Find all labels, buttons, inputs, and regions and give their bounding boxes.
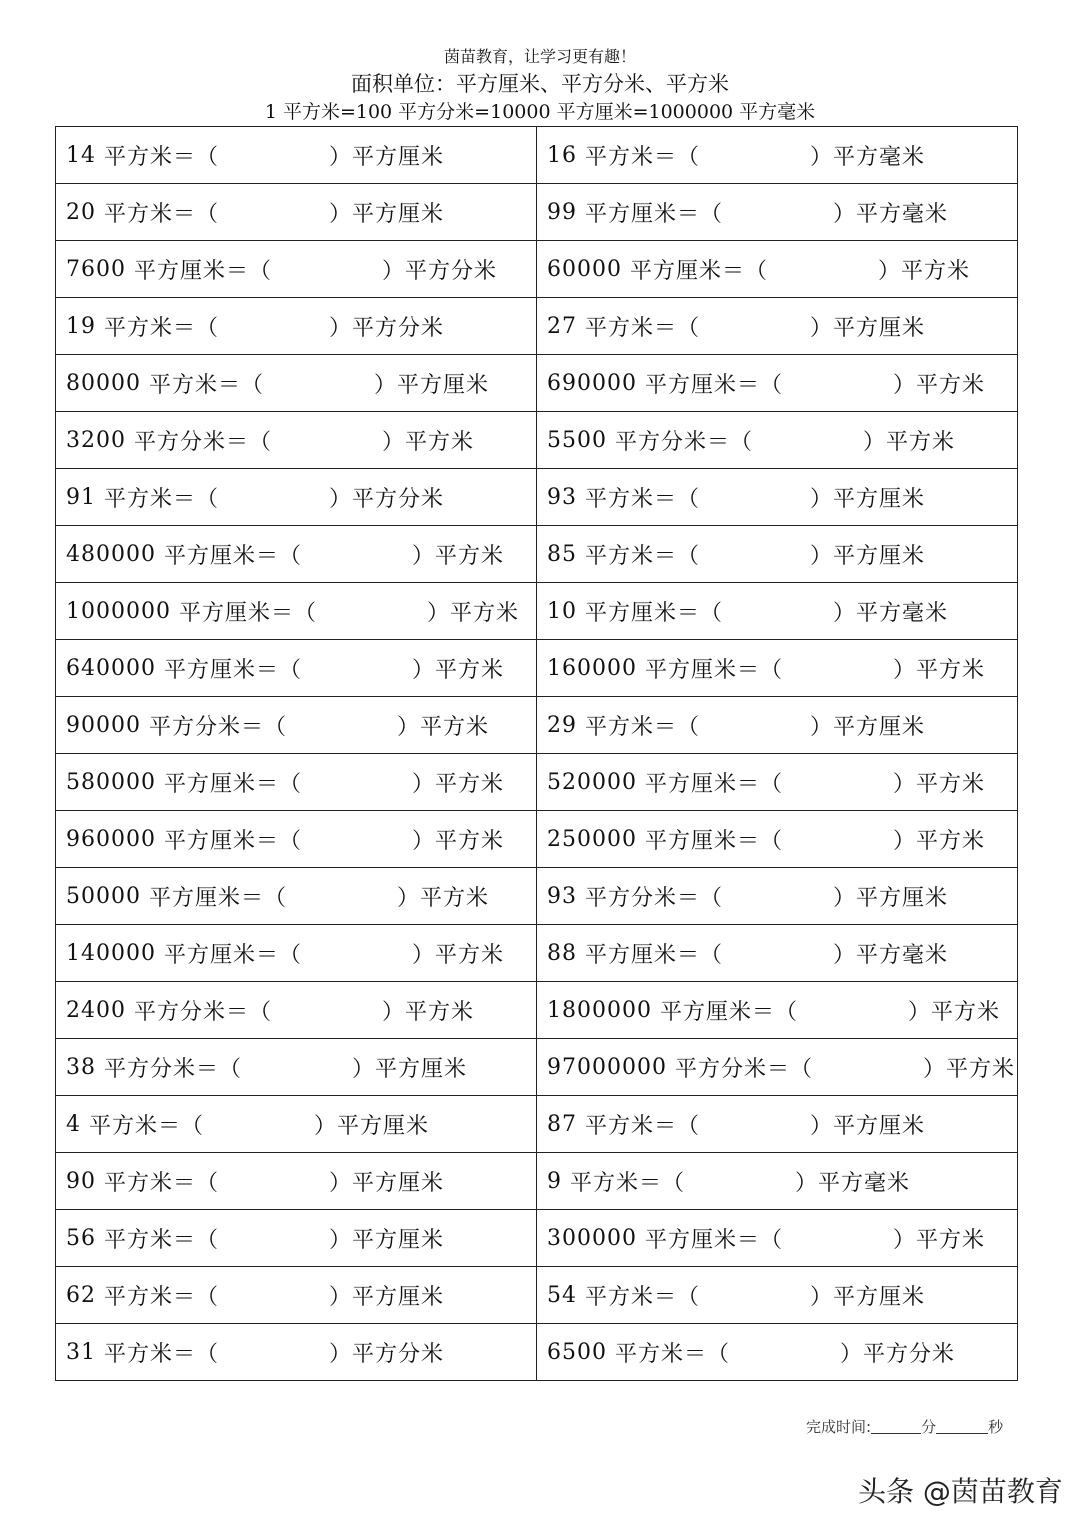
table-row <box>56 184 1018 241</box>
question-from-unit: 平方厘米＝（ <box>644 828 783 854</box>
table-row <box>56 412 1018 469</box>
question-cell <box>56 412 537 469</box>
table-row <box>56 526 1018 583</box>
question-cell <box>537 811 1018 868</box>
question-to-unit: ）平方厘米 <box>329 1284 445 1310</box>
question-to-unit: ）平方厘米 <box>810 315 926 341</box>
question-to-unit: ）平方米 <box>412 771 505 797</box>
question-to-unit: ）平方米 <box>412 942 505 968</box>
question-from-unit: 平方米＝（ <box>89 1113 205 1139</box>
question <box>56 982 536 1038</box>
question-number: 85 <box>547 541 577 567</box>
question-number: 38 <box>66 1054 96 1080</box>
question <box>56 127 536 183</box>
question <box>56 868 536 924</box>
question-from-unit: 平方米＝（ <box>585 543 701 569</box>
seconds-blank[interactable] <box>936 1419 988 1434</box>
question-to-unit: ）平方米 <box>863 429 956 455</box>
question-from-unit: 平方米＝（ <box>585 486 701 512</box>
table-row <box>56 1096 1018 1153</box>
question-cell <box>56 754 537 811</box>
table-row <box>56 925 1018 982</box>
question-cell <box>537 1210 1018 1267</box>
question-cell <box>56 1324 537 1381</box>
question-to-unit: ）平方米 <box>382 999 475 1025</box>
question-number: 62 <box>66 1282 96 1308</box>
question <box>56 811 536 867</box>
question-cell <box>56 583 537 640</box>
question-from-unit: 平方米＝（ <box>104 1284 220 1310</box>
question <box>537 412 1017 468</box>
question-to-unit: ）平方厘米 <box>329 144 445 170</box>
question <box>56 1210 536 1266</box>
question-to-unit: ）平方米 <box>923 1056 1016 1082</box>
question-from-unit: 平方米＝（ <box>585 714 701 740</box>
question-from-unit: 平方米＝（ <box>585 144 701 170</box>
question-to-unit: ）平方厘米 <box>810 714 926 740</box>
question-to-unit: ）平方米 <box>382 429 475 455</box>
question-number: 9 <box>547 1168 562 1194</box>
table-row <box>56 1324 1018 1381</box>
question-to-unit: ）平方米 <box>412 543 505 569</box>
question-from-unit: 平方米＝（ <box>104 201 220 227</box>
question-from-unit: 平方厘米＝（ <box>644 657 783 683</box>
question <box>537 1210 1017 1266</box>
question <box>537 526 1017 582</box>
question-number: 690000 <box>547 370 637 396</box>
question-number: 93 <box>547 883 577 909</box>
question-number: 80000 <box>66 370 141 396</box>
question-from-unit: 平方米＝（ <box>104 1170 220 1196</box>
question-to-unit: ）平方厘米 <box>810 1284 926 1310</box>
question <box>56 1039 536 1095</box>
question-cell <box>56 1210 537 1267</box>
question-number: 19 <box>66 313 96 339</box>
question-cell <box>537 583 1018 640</box>
question-to-unit: ）平方毫米 <box>810 144 926 170</box>
question <box>537 355 1017 411</box>
exercise-table <box>55 126 1018 1381</box>
question <box>56 412 536 468</box>
question-from-unit: 平方分米＝（ <box>134 999 273 1025</box>
question-cell <box>537 640 1018 697</box>
question <box>56 526 536 582</box>
question-from-unit: 平方厘米＝（ <box>163 828 302 854</box>
question-cell <box>537 754 1018 811</box>
table-row <box>56 1267 1018 1324</box>
question-number: 91 <box>66 484 96 510</box>
question-to-unit: ）平方分米 <box>840 1341 956 1367</box>
question-number: 160000 <box>547 655 637 681</box>
question-cell <box>537 1039 1018 1096</box>
question-to-unit: ）平方米 <box>412 828 505 854</box>
completion-time-label: 完成时间: <box>806 1418 872 1436</box>
question-cell <box>537 1153 1018 1210</box>
question-number: 93 <box>547 484 577 510</box>
question-number: 14 <box>66 142 96 168</box>
question-from-unit: 平方厘米＝（ <box>163 771 302 797</box>
completion-time <box>806 1416 1003 1437</box>
question-cell <box>537 241 1018 298</box>
question-cell <box>537 412 1018 469</box>
minute-label: 分 <box>921 1418 937 1436</box>
question-from-unit: 平方米＝（ <box>615 1341 731 1367</box>
question-to-unit: ）平方厘米 <box>329 201 445 227</box>
question-to-unit: ）平方米 <box>893 1227 986 1253</box>
question-to-unit: ）平方厘米 <box>352 1056 468 1082</box>
question-number: 6500 <box>547 1339 607 1365</box>
question-from-unit: 平方厘米＝（ <box>163 942 302 968</box>
question-from-unit: 平方米＝（ <box>585 1113 701 1139</box>
table-row <box>56 640 1018 697</box>
question <box>56 1096 536 1152</box>
question-cell <box>537 469 1018 526</box>
question <box>537 925 1017 981</box>
question-to-unit: ）平方毫米 <box>833 600 949 626</box>
table-row <box>56 697 1018 754</box>
question-cell <box>537 184 1018 241</box>
question-cell <box>56 184 537 241</box>
question <box>537 127 1017 183</box>
question-number: 250000 <box>547 826 637 852</box>
question <box>537 298 1017 354</box>
question-from-unit: 平方厘米＝（ <box>644 1227 783 1253</box>
question-cell <box>537 982 1018 1039</box>
question <box>537 982 1017 1038</box>
question-from-unit: 平方米＝（ <box>104 1227 220 1253</box>
question <box>537 754 1017 810</box>
question-cell <box>56 1153 537 1210</box>
question-from-unit: 平方厘米＝（ <box>644 372 783 398</box>
question-cell <box>537 127 1018 184</box>
question-cell <box>56 925 537 982</box>
question <box>537 184 1017 240</box>
question-cell <box>537 697 1018 754</box>
question-to-unit: ）平方厘米 <box>833 885 949 911</box>
question-cell <box>537 925 1018 982</box>
question-number: 5500 <box>547 427 607 453</box>
question-from-unit: 平方厘米＝（ <box>163 543 302 569</box>
question <box>537 697 1017 753</box>
question-from-unit: 平方厘米＝（ <box>630 258 769 284</box>
question-number: 3200 <box>66 427 126 453</box>
question-cell <box>56 355 537 412</box>
question-number: 20 <box>66 199 96 225</box>
question-from-unit: 平方米＝（ <box>585 1284 701 1310</box>
question-from-unit: 平方厘米＝（ <box>585 201 724 227</box>
question-cell <box>537 868 1018 925</box>
question-number: 4 <box>66 1111 81 1137</box>
second-label: 秒 <box>988 1418 1004 1436</box>
question-from-unit: 平方厘米＝（ <box>644 771 783 797</box>
question-cell <box>56 1039 537 1096</box>
question-cell <box>537 298 1018 355</box>
question-from-unit: 平方分米＝（ <box>615 429 754 455</box>
page-title: 面积单位：平方厘米、平方分米、平方米 <box>351 72 729 96</box>
question-cell <box>537 1267 1018 1324</box>
question-number: 88 <box>547 940 577 966</box>
table-row <box>56 868 1018 925</box>
question <box>537 241 1017 297</box>
question-number: 27 <box>547 313 577 339</box>
question-from-unit: 平方米＝（ <box>104 486 220 512</box>
question-from-unit: 平方厘米＝（ <box>163 657 302 683</box>
question <box>56 1267 536 1323</box>
table-row <box>56 241 1018 298</box>
question-to-unit: ）平方米 <box>397 714 490 740</box>
question-cell <box>56 697 537 754</box>
question <box>537 1153 1017 1209</box>
question-number: 140000 <box>66 940 156 966</box>
table-row <box>56 754 1018 811</box>
question-to-unit: ）平方厘米 <box>329 1227 445 1253</box>
question-from-unit: 平方米＝（ <box>149 372 265 398</box>
question-to-unit: ）平方毫米 <box>833 201 949 227</box>
question-cell <box>56 298 537 355</box>
question-from-unit: 平方厘米＝（ <box>178 600 317 626</box>
question-number: 1000000 <box>66 598 171 624</box>
question-cell <box>56 982 537 1039</box>
table-row <box>56 127 1018 184</box>
question-number: 90000 <box>66 712 141 738</box>
question <box>56 697 536 753</box>
question-number: 29 <box>547 712 577 738</box>
question <box>56 754 536 810</box>
table-row <box>56 298 1018 355</box>
question <box>56 640 536 696</box>
question-cell <box>56 526 537 583</box>
question-to-unit: ）平方米 <box>878 258 971 284</box>
question-to-unit: ）平方分米 <box>382 258 498 284</box>
question <box>56 583 536 639</box>
question-to-unit: ）平方厘米 <box>314 1113 430 1139</box>
question-number: 960000 <box>66 826 156 852</box>
question-to-unit: ）平方米 <box>893 372 986 398</box>
question <box>537 811 1017 867</box>
question-cell <box>537 1096 1018 1153</box>
question-to-unit: ）平方毫米 <box>795 1170 911 1196</box>
question <box>56 241 536 297</box>
question <box>56 469 536 525</box>
question-number: 97000000 <box>547 1054 667 1080</box>
table-row <box>56 982 1018 1039</box>
question-to-unit: ）平方毫米 <box>833 942 949 968</box>
question <box>56 298 536 354</box>
question-from-unit: 平方厘米＝（ <box>659 999 798 1025</box>
question-to-unit: ）平方厘米 <box>329 1170 445 1196</box>
question-from-unit: 平方分米＝（ <box>585 885 724 911</box>
question-from-unit: 平方米＝（ <box>104 144 220 170</box>
question-from-unit: 平方米＝（ <box>104 1341 220 1367</box>
question-number: 56 <box>66 1225 96 1251</box>
question-number: 31 <box>66 1339 96 1365</box>
question-number: 87 <box>547 1111 577 1137</box>
question-cell <box>56 127 537 184</box>
question-cell <box>537 1324 1018 1381</box>
question-to-unit: ）平方米 <box>893 771 986 797</box>
question-cell <box>56 241 537 298</box>
question <box>537 1096 1017 1152</box>
question-number: 7600 <box>66 256 126 282</box>
question <box>56 925 536 981</box>
question-from-unit: 平方厘米＝（ <box>585 600 724 626</box>
question-from-unit: 平方厘米＝（ <box>585 942 724 968</box>
question-cell <box>56 811 537 868</box>
question <box>537 1267 1017 1323</box>
question-to-unit: ）平方米 <box>397 885 490 911</box>
table-row <box>56 1153 1018 1210</box>
question-number: 60000 <box>547 256 622 282</box>
question-to-unit: ）平方厘米 <box>810 543 926 569</box>
table-row <box>56 469 1018 526</box>
question <box>56 1324 536 1380</box>
table-row <box>56 583 1018 640</box>
question-number: 520000 <box>547 769 637 795</box>
question <box>56 184 536 240</box>
question-number: 90 <box>66 1168 96 1194</box>
question <box>56 355 536 411</box>
watermark: 头条 @茵苗教育 <box>858 1475 1063 1508</box>
question <box>537 1324 1017 1380</box>
question-number: 1800000 <box>547 997 652 1023</box>
question <box>537 1039 1017 1095</box>
minutes-blank[interactable] <box>871 1419 921 1434</box>
question-from-unit: 平方分米＝（ <box>149 714 288 740</box>
question-to-unit: ）平方分米 <box>329 486 445 512</box>
question-from-unit: 平方厘米＝（ <box>134 258 273 284</box>
question-from-unit: 平方分米＝（ <box>104 1056 243 1082</box>
question-from-unit: 平方分米＝（ <box>134 429 273 455</box>
question-to-unit: ）平方米 <box>412 657 505 683</box>
question-number: 640000 <box>66 655 156 681</box>
question-number: 50000 <box>66 883 141 909</box>
question-from-unit: 平方分米＝（ <box>674 1056 813 1082</box>
question-cell <box>56 640 537 697</box>
question-number: 580000 <box>66 769 156 795</box>
table-row <box>56 355 1018 412</box>
question-to-unit: ）平方厘米 <box>810 1113 926 1139</box>
question-from-unit: 平方米＝（ <box>570 1170 686 1196</box>
question-to-unit: ）平方厘米 <box>374 372 490 398</box>
question <box>537 868 1017 924</box>
question-to-unit: ）平方米 <box>893 657 986 683</box>
question-from-unit: 平方厘米＝（ <box>149 885 288 911</box>
question-number: 16 <box>547 142 577 168</box>
question-cell <box>56 469 537 526</box>
slogan: 茵苗教育，让学习更有趣！ <box>443 47 636 66</box>
question-number: 10 <box>547 598 577 624</box>
question-number: 480000 <box>66 541 156 567</box>
question-to-unit: ）平方分米 <box>329 1341 445 1367</box>
question-cell <box>56 1096 537 1153</box>
table-row <box>56 1039 1018 1096</box>
question-to-unit: ）平方厘米 <box>810 486 926 512</box>
table-row <box>56 811 1018 868</box>
question-number: 2400 <box>66 997 126 1023</box>
question-from-unit: 平方米＝（ <box>104 315 220 341</box>
question-cell <box>56 1267 537 1324</box>
question <box>537 469 1017 525</box>
question-cell <box>537 355 1018 412</box>
question <box>537 583 1017 639</box>
question <box>56 1153 536 1209</box>
question-number: 99 <box>547 199 577 225</box>
question-to-unit: ）平方米 <box>427 600 520 626</box>
question-to-unit: ）平方米 <box>908 999 1001 1025</box>
question-number: 300000 <box>547 1225 637 1251</box>
question-to-unit: ）平方分米 <box>329 315 445 341</box>
question-cell <box>56 868 537 925</box>
table-row <box>56 1210 1018 1267</box>
question-cell <box>537 526 1018 583</box>
question <box>537 640 1017 696</box>
question-from-unit: 平方米＝（ <box>585 315 701 341</box>
question-number: 54 <box>547 1282 577 1308</box>
conversion-formula: 1 平方米=100 平方分米=10000 平方厘米=1000000 平方毫米 <box>264 101 816 123</box>
question-to-unit: ）平方米 <box>893 828 986 854</box>
